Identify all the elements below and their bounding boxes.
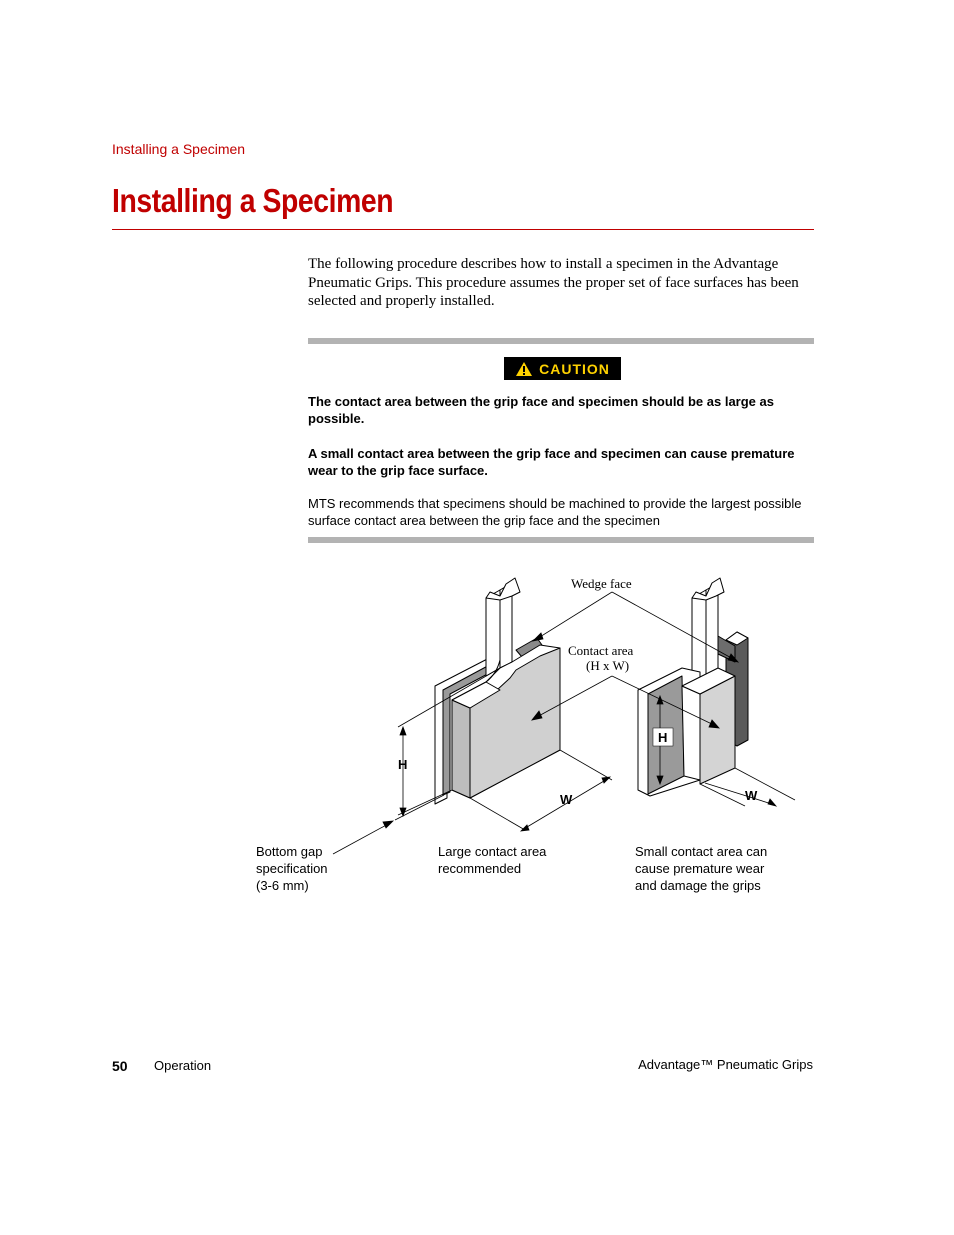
- wedge-face-label: Wedge face: [571, 576, 632, 591]
- caution-recommendation: MTS recommends that specimens should be machined to provide the largest possible surface contact area between the grip face and the specimen: [308, 496, 802, 528]
- height-label-left: H: [398, 757, 408, 772]
- breadcrumb: Installing a Specimen: [112, 141, 246, 157]
- caution-label: CAUTION: [539, 360, 610, 377]
- contact-area-dims: (H x W): [586, 658, 630, 673]
- warning-icon: [515, 361, 533, 377]
- caution-statement: The contact area between the grip face and specimen should be as large as possible.: [308, 394, 774, 426]
- small-contact-caption: Small contact area can cause premature wear and damage the grips: [635, 844, 768, 893]
- caution-top-bar: [308, 338, 814, 344]
- caution-consequence: A small contact area between the grip face and specimen can cause premature wear to the grip face surface.: [308, 446, 795, 478]
- contact-area-label: Contact area: [568, 643, 634, 658]
- width-label-left: W: [560, 792, 573, 807]
- footer-section: Operation: [154, 1058, 212, 1073]
- caution-bottom-bar: [308, 537, 814, 543]
- height-label-right: H: [658, 730, 668, 745]
- title-rule: [112, 229, 814, 230]
- intro-paragraph: The following procedure describes how to install a specimen in the Advantage Pneumatic Grips. This procedure assumes the proper set of face surfaces has been selected and properly installed.: [308, 256, 799, 309]
- caution-badge: [504, 357, 621, 380]
- page-title: Installing a Specimen: [112, 182, 394, 219]
- footer-product: Advantage™ Pneumatic Grips: [638, 1057, 813, 1072]
- bottom-gap-caption: Bottom gap specification (3-6 mm): [256, 844, 328, 893]
- page-number: 50: [112, 1058, 128, 1074]
- large-contact-caption: Large contact area recommended: [438, 844, 547, 876]
- width-label-right: W: [745, 788, 758, 803]
